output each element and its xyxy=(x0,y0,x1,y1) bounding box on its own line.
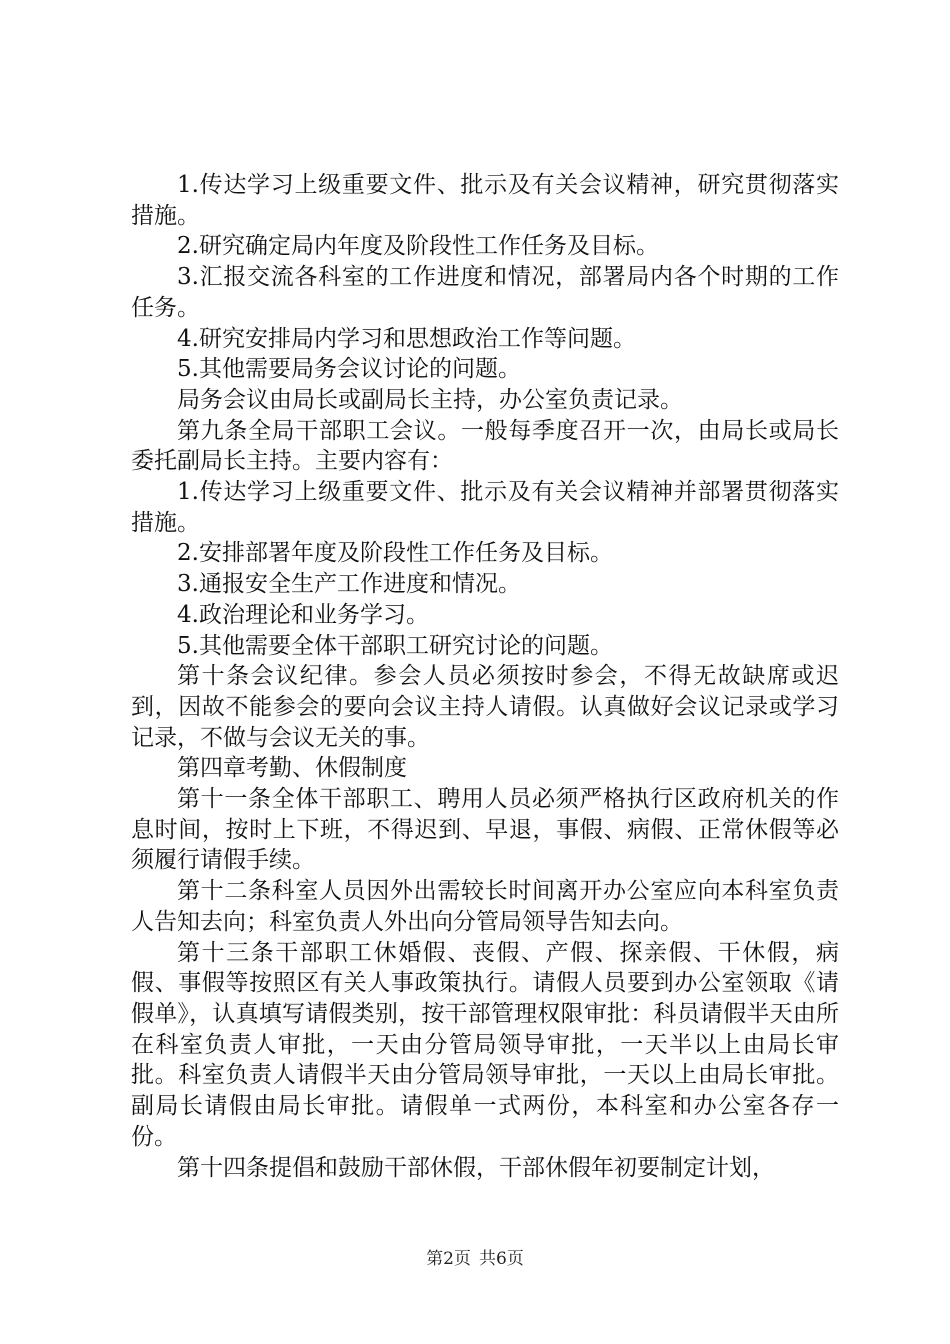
paragraph: 第十一条全体干部职工、聘用人员必须严格执行区政府机关的作息时间，按时上下班，不得迟到、早退，事假、病假、正常休假等必须履行请假手续。 xyxy=(131,786,839,874)
paragraph: 第九条全局干部职工会议。一般每季度召开一次，由局长或局长委托副局长主持。主要内容有： xyxy=(131,417,839,475)
paragraph: 第十条会议纪律。参会人员必须按时参会，不得无故缺席或迟到，因故不能参会的要向会议主持人请假。认真做好会议记录或学习记录，不做与会议无关的事。 xyxy=(131,663,839,751)
paragraph: 4.政治理论和业务学习。 xyxy=(177,601,429,628)
page-footer xyxy=(0,1244,950,1269)
document-body xyxy=(131,170,839,1183)
paragraph: 5.其他需要全体干部职工研究讨论的问题。 xyxy=(177,632,613,659)
paragraph: 3.汇报交流各科室的工作进度和情况，部署局内各个时期的工作任务。 xyxy=(131,264,839,321)
paragraph: 局务会议由局长或副局长主持，办公室负责记录。 xyxy=(177,386,683,413)
paragraph: 2.研究确定局内年度及阶段性工作任务及目标。 xyxy=(177,233,659,260)
page-number: 第2页 xyxy=(426,1249,471,1269)
paragraph: 5.其他需要局务会议讨论的问题。 xyxy=(177,356,521,383)
paragraph: 第十二条科室人员因外出需较长时间离开办公室应向本科室负责人告知去向；科室负责人外出向分管局领导告知去向。 xyxy=(131,878,839,935)
paragraph: 第十四条提倡和鼓励干部休假，干部休假年初要制定计划， xyxy=(177,1154,775,1181)
paragraph: 1.传达学习上级重要文件、批示及有关会议精神，研究贯彻落实措施。 xyxy=(131,172,839,229)
paragraph: 1.传达学习上级重要文件、批示及有关会议精神并部署贯彻落实措施。 xyxy=(131,479,839,536)
paragraph: 4.研究安排局内学习和思想政治工作等问题。 xyxy=(177,325,636,352)
page-total: 共6页 xyxy=(479,1249,524,1269)
paragraph: 第十三条干部职工休婚假、丧假、产假、探亲假、干休假，病假、事假等按照区有关人事政策执行。请假人员要到办公室领取《请假单》，认真填写请假类别，按干部管理权限审批：科员请假半天由所在科室负责人审批，一天由分管局领导审批，一天半以上由局长审批。科室负责人请假半天由分管局领导审批，一天以上由局长审批。副局长请假由局长审批。请假单一式两份，本科室和办公室各存一份。 xyxy=(131,939,839,1150)
paragraph: 2.安排部署年度及阶段性工作任务及目标。 xyxy=(177,540,613,567)
chapter-heading: 第四章考勤、休假制度 xyxy=(177,755,407,782)
paragraph: 3.通报安全生产工作进度和情况。 xyxy=(177,571,521,598)
